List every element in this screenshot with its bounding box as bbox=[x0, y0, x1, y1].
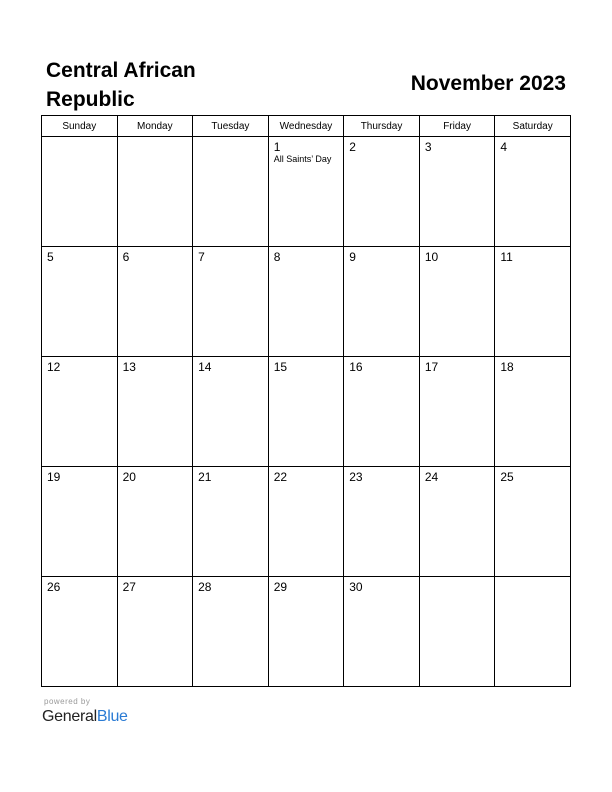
day-cell bbox=[42, 577, 118, 687]
weekday-monday: Monday bbox=[117, 116, 193, 137]
month-year-title: November 2023 bbox=[410, 72, 566, 95]
logo-blue-text: Blue bbox=[96, 708, 128, 725]
day-cell bbox=[193, 577, 269, 687]
empty-cell bbox=[495, 577, 571, 687]
weekday-tuesday: Tuesday bbox=[193, 116, 269, 137]
day-cell bbox=[344, 577, 420, 687]
weekday-saturday: Saturday bbox=[495, 116, 571, 137]
day-cell bbox=[344, 467, 420, 577]
day-number: 25 bbox=[500, 470, 514, 484]
day-cell bbox=[495, 467, 571, 577]
day-number: 18 bbox=[500, 360, 514, 374]
day-number: 20 bbox=[122, 470, 136, 484]
day-cell bbox=[42, 467, 118, 577]
week-row bbox=[42, 577, 571, 687]
day-cell bbox=[193, 247, 269, 357]
day-number: 17 bbox=[424, 360, 439, 374]
day-number: 26 bbox=[47, 580, 61, 594]
day-number: 23 bbox=[349, 470, 363, 484]
day-number: 12 bbox=[47, 360, 61, 374]
day-number: 29 bbox=[273, 580, 288, 594]
day-number: 1 bbox=[273, 140, 281, 154]
day-number: 8 bbox=[273, 250, 281, 264]
day-cell bbox=[268, 467, 344, 577]
weekday-thursday: Thursday bbox=[344, 116, 420, 137]
day-number: 16 bbox=[349, 360, 363, 374]
day-cell bbox=[268, 357, 344, 467]
day-cell bbox=[495, 357, 571, 467]
day-cell bbox=[344, 247, 420, 357]
day-cell bbox=[117, 247, 193, 357]
day-cell bbox=[117, 467, 193, 577]
day-number: 24 bbox=[424, 470, 439, 484]
week-row bbox=[42, 137, 571, 247]
day-cell bbox=[268, 137, 344, 247]
weekday-header-row bbox=[42, 116, 571, 137]
week-row bbox=[42, 467, 571, 577]
day-cell bbox=[344, 137, 420, 247]
logo-general-text: General bbox=[42, 708, 97, 725]
day-number: 2 bbox=[349, 140, 356, 154]
day-cell bbox=[419, 357, 495, 467]
empty-cell bbox=[117, 137, 193, 247]
day-number: 28 bbox=[198, 580, 212, 594]
day-cell bbox=[117, 357, 193, 467]
day-number: 27 bbox=[122, 580, 136, 594]
country-title: Central African Republic bbox=[46, 59, 196, 111]
day-number: 19 bbox=[47, 470, 61, 484]
empty-cell bbox=[193, 137, 269, 247]
day-cell bbox=[419, 247, 495, 357]
day-number: 4 bbox=[500, 140, 508, 154]
holiday-label: All Saints’ Day bbox=[273, 154, 332, 164]
day-number: 10 bbox=[424, 250, 439, 264]
weekday-wednesday: Wednesday bbox=[268, 116, 344, 137]
day-cell bbox=[495, 247, 571, 357]
empty-cell bbox=[42, 137, 118, 247]
day-cell bbox=[495, 137, 571, 247]
empty-cell bbox=[419, 577, 495, 687]
day-number: 11 bbox=[500, 250, 513, 264]
day-cell bbox=[268, 577, 344, 687]
calendar-grid bbox=[41, 115, 571, 687]
day-number: 15 bbox=[273, 360, 288, 374]
day-number: 22 bbox=[273, 470, 288, 484]
day-cell bbox=[193, 467, 269, 577]
weekday-sunday: Sunday bbox=[42, 116, 118, 137]
day-number: 9 bbox=[349, 250, 356, 264]
generalblue-logo[interactable] bbox=[42, 708, 128, 726]
day-number: 13 bbox=[122, 360, 136, 374]
day-number: 7 bbox=[198, 250, 205, 264]
day-number: 21 bbox=[198, 470, 212, 484]
day-number: 6 bbox=[122, 250, 130, 264]
day-cell bbox=[344, 357, 420, 467]
day-number: 5 bbox=[47, 250, 54, 264]
powered-by-text: powered by bbox=[44, 697, 91, 706]
week-row bbox=[42, 357, 571, 467]
day-cell bbox=[419, 467, 495, 577]
day-cell bbox=[193, 357, 269, 467]
day-cell bbox=[42, 357, 118, 467]
day-cell bbox=[42, 247, 118, 357]
week-row bbox=[42, 247, 571, 357]
day-cell bbox=[117, 577, 193, 687]
day-number: 3 bbox=[424, 140, 432, 154]
weekday-friday: Friday bbox=[419, 116, 495, 137]
day-cell bbox=[419, 137, 495, 247]
day-cell bbox=[268, 247, 344, 357]
day-number: 30 bbox=[349, 580, 363, 594]
day-number: 14 bbox=[198, 360, 212, 374]
